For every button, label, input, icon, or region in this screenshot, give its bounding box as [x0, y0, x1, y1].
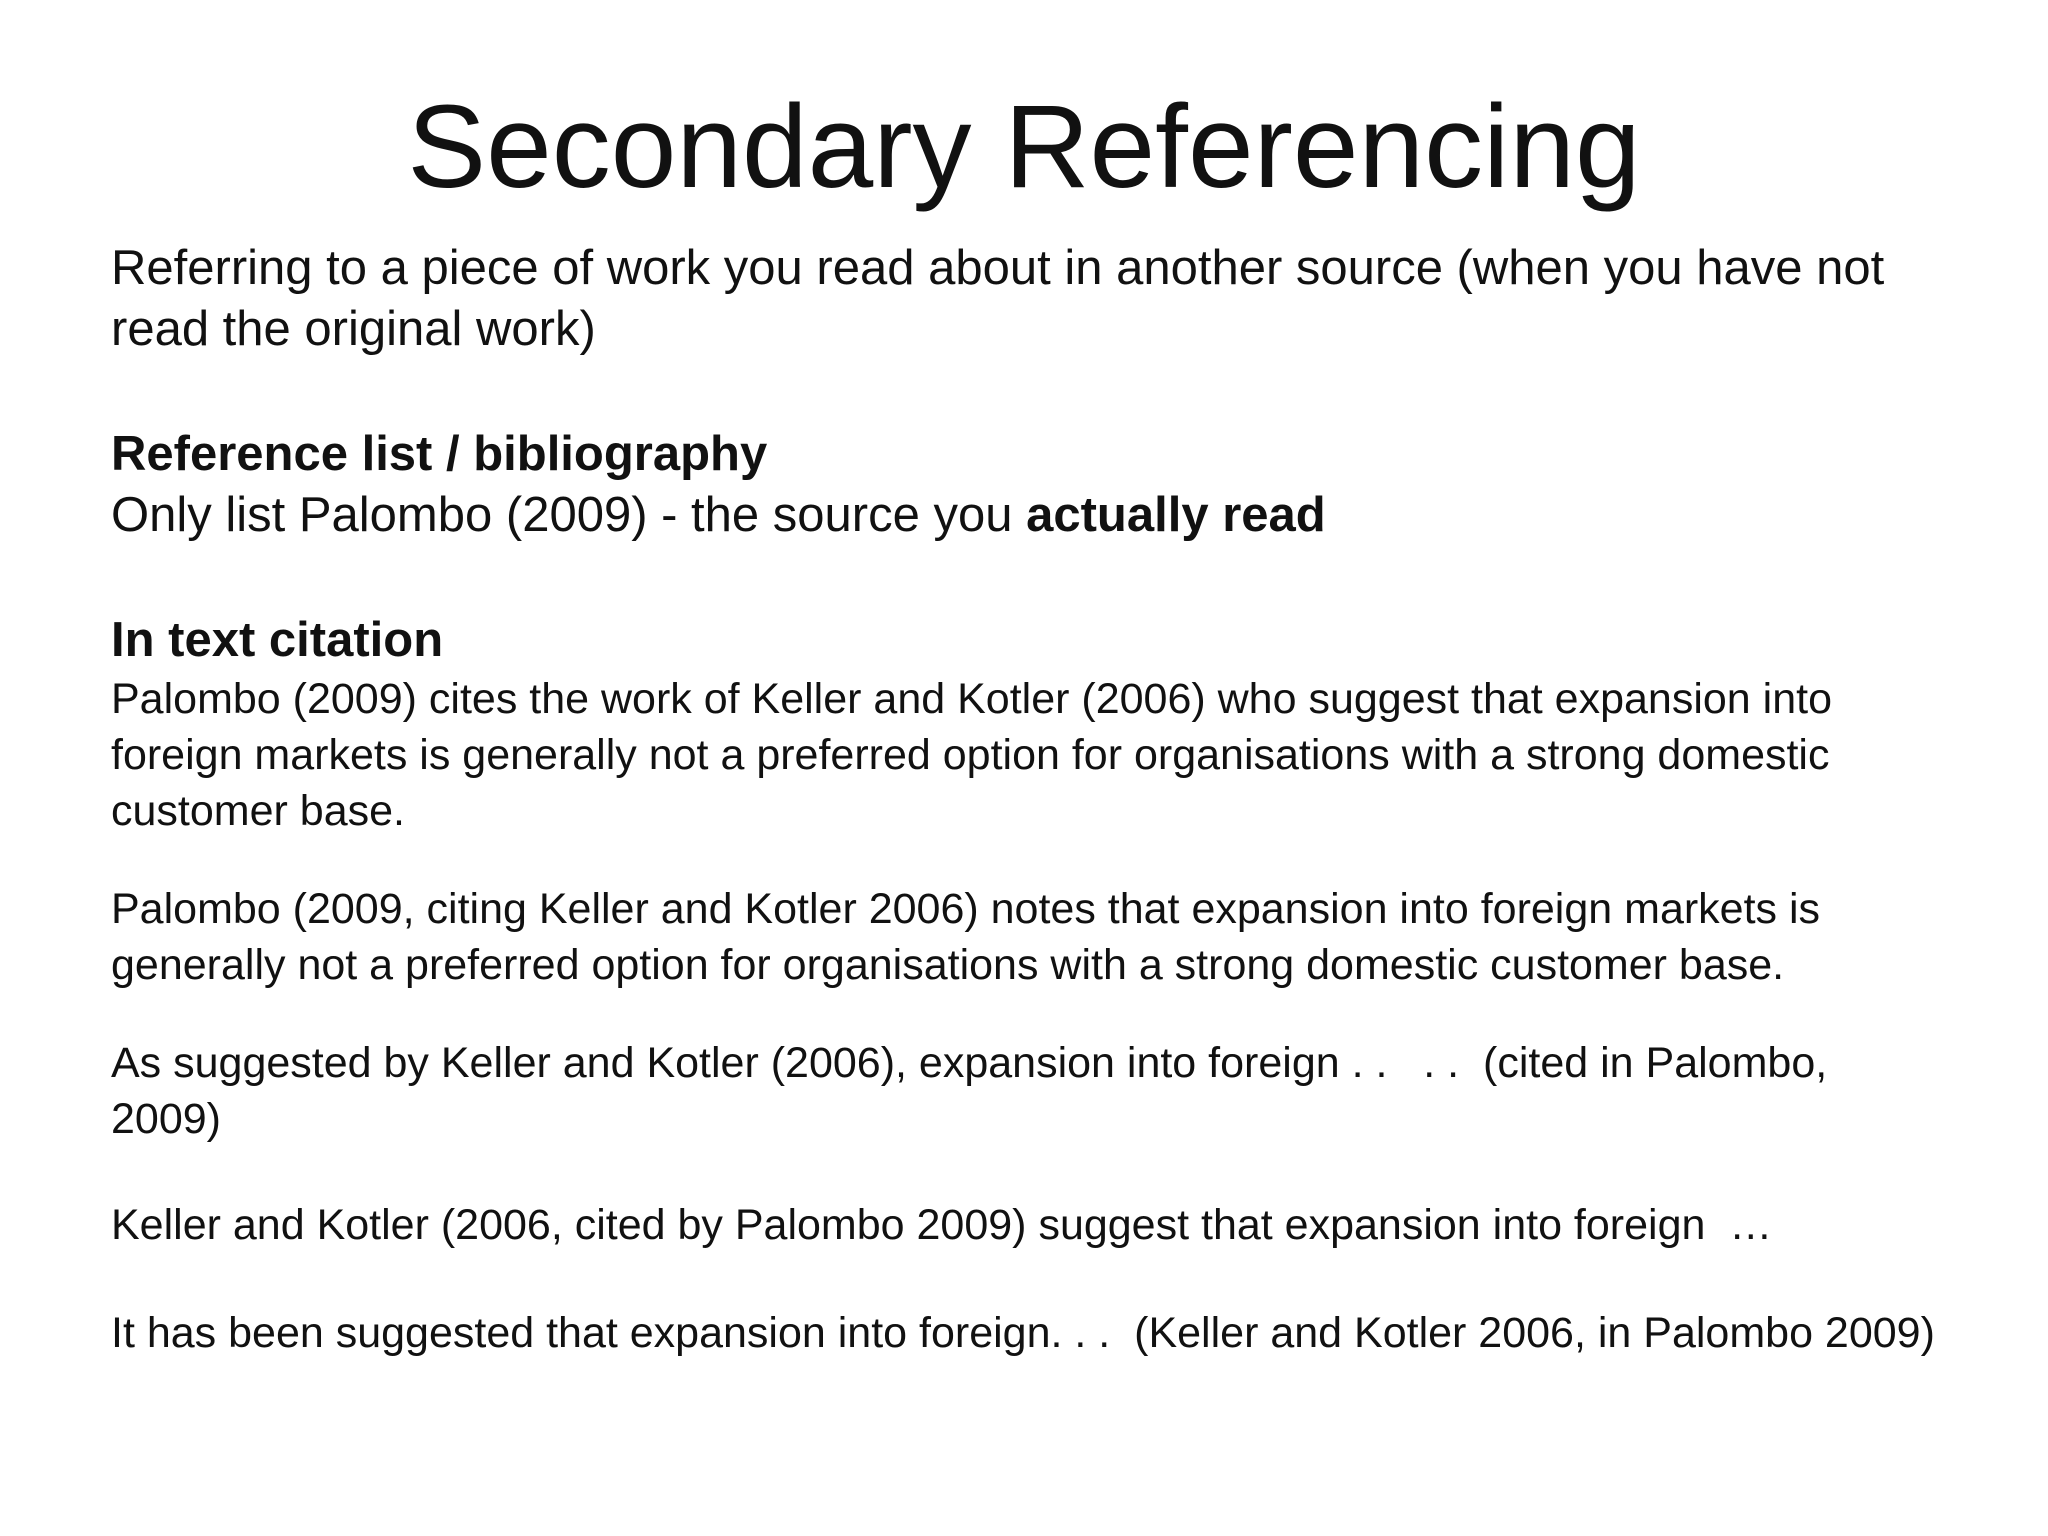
slide-title: Secondary Referencing [407, 81, 1641, 213]
citation-example-2: Palombo (2009, citing Keller and Kotler 2006) notes that expansion into foreign markets is generally not a preferred option for organisations with a strong domestic customer base. [111, 885, 1821, 989]
citation-example-4: Keller and Kotler (2006, cited by Palombo 2009) suggest that expansion into foreign … [111, 1201, 1773, 1249]
reference-list-heading: Reference list / bibliography [111, 427, 768, 481]
citation-example-3: As suggested by Keller and Kotler (2006), expansion into foreign . . . . (cited in Palombo, 2009) [111, 1039, 1840, 1143]
citation-example-1: Palombo (2009) cites the work of Keller and Kotler (2006) who suggest that expansion into foreign markets is generally not a preferred option for organisations with a strong domestic customer base. [111, 675, 1832, 835]
slide-content [111, 238, 1991, 1361]
reference-list-text-emphasis: actually read [1026, 488, 1326, 542]
citation-example-5: It has been suggested that expansion into foreign. . . (Keller and Kotler 2006, in Palombo 2009) [111, 1309, 1935, 1357]
intro-text: Referring to a piece of work you read about in another source (when you have not read the original work) [111, 241, 1885, 356]
reference-list-text-plain: Only list Palombo (2009) - the source you [111, 488, 1027, 542]
reference-list-text [111, 485, 1991, 546]
in-text-citation-heading: In text citation [111, 613, 444, 667]
